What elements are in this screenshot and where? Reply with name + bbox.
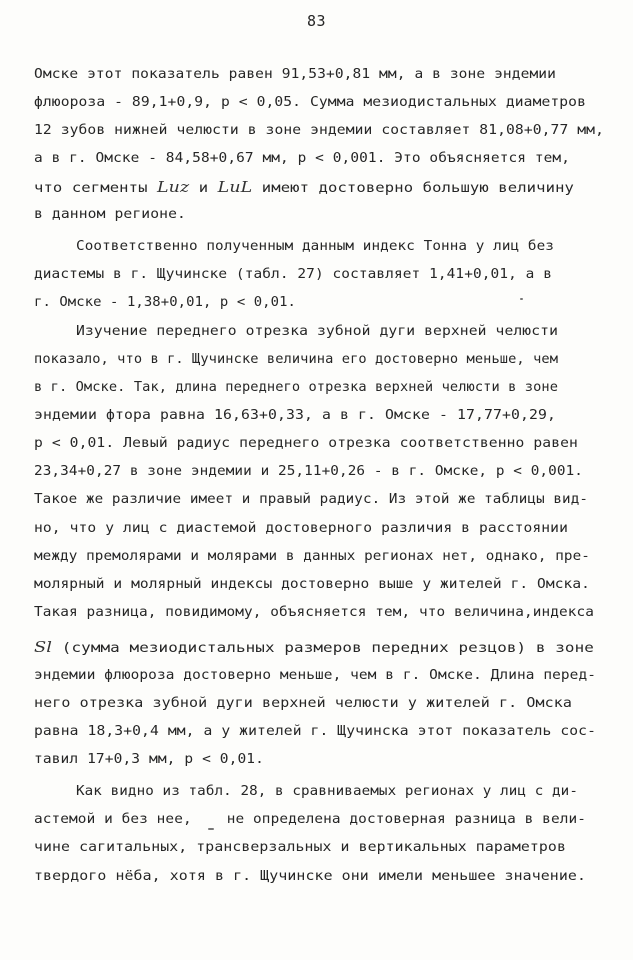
- text-line: но, что у лиц с диастемой достоверного различия в расстоянии: [34, 521, 568, 536]
- text-line: флюороза - 89,1+0,9, р < 0,05. Сумма мезиодистальных диаметров: [34, 95, 586, 110]
- line-text: имеют достоверно большую величину: [252, 181, 575, 196]
- text-line: эндемии флюороза достоверно меньше, чем в г. Омске. Длина перед-: [34, 668, 597, 683]
- text-line: диастемы в г. Щучинске (табл. 27) составляет 1,41+0,01, а в: [34, 267, 553, 282]
- scan-speck: [520, 298, 523, 300]
- text-line: [34, 638, 594, 658]
- text-line: 12 зубов нижней челюсти в зоне эндемии составляет 81,08+0,77 мм,: [34, 123, 604, 138]
- handwritten-note: LuL: [217, 178, 253, 196]
- handwritten-note: Luz: [157, 178, 190, 196]
- text-line: в данном регионе.: [34, 207, 187, 222]
- text-line: твердого нёба, хотя в г. Щучинске они имели меньшее значение.: [34, 869, 586, 884]
- text-line: р < 0,01. Левый радиус переднего отрезка соответственно равен: [34, 436, 578, 451]
- text-line: 23,34+0,27 в зоне эндемии и 25,11+0,26 - в г. Омске, р < 0,001.: [34, 464, 584, 479]
- text-line: Соответственно полученным данным индекс Тонна у лиц без: [76, 239, 554, 254]
- text-line: г. Омске - 1,38+0,01, р < 0,01.: [34, 295, 296, 310]
- text-line: Как видно из табл. 28, в сравниваемых регионах у лиц с ди-: [76, 784, 578, 799]
- line-text: что сегменты: [34, 181, 158, 196]
- line-text: и: [189, 181, 218, 196]
- text-line: тавил 17+0,3 мм, р < 0,01.: [34, 752, 265, 767]
- text-line: [34, 178, 574, 198]
- text-line: в г. Омске. Так, длина переднего отрезка верхней челюсти в зоне: [34, 380, 559, 395]
- text-line: Омске этот показатель равен 91,53+0,81 мм, а в зоне эндемии: [34, 67, 557, 82]
- line-text: (сумма мезиодистальных размеров передних резцов) в зоне: [52, 641, 594, 656]
- text-line: чине сагитальных, трансверзальных и вертикальных параметров: [34, 840, 566, 855]
- handwritten-note: Sl: [34, 638, 53, 656]
- text-line: а в г. Омске - 84,58+0,67 мм, р < 0,001. Это объясняется тем,: [34, 151, 571, 166]
- text-line: равна 18,3+0,4 мм, а у жителей г. Щучинска этот показатель сос-: [34, 724, 597, 739]
- text-line: Такая разница, повидимому, объясняется тем, что величина,индекса: [34, 605, 595, 620]
- text-line: Такое же различие имеет и правый радиус. Из этой же таблицы вид-: [34, 492, 589, 507]
- text-line: показало, что в г. Щучинске величина его достоверно меньше, чем: [34, 352, 559, 367]
- scan-speck: [208, 828, 214, 830]
- text-line: между премолярами и молярами в данных регионах нет, однако, пре-: [34, 549, 590, 564]
- text-line: молярный и молярный индексы достоверно выше у жителей г. Омска.: [34, 577, 591, 592]
- text-line: него отрезка зубной дуги верхней челюсти у жителей г. Омска: [34, 696, 573, 711]
- text-line: эндемии фтора равна 16,63+0,33, а в г. Омске - 17,77+0,29,: [34, 408, 557, 423]
- text-line: Изучение переднего отрезка зубной дуги верхней челюсти: [76, 324, 559, 339]
- text-line: астемой и без нее, не определена достоверная разница в вели-: [34, 812, 586, 827]
- page-number: 83: [306, 12, 327, 30]
